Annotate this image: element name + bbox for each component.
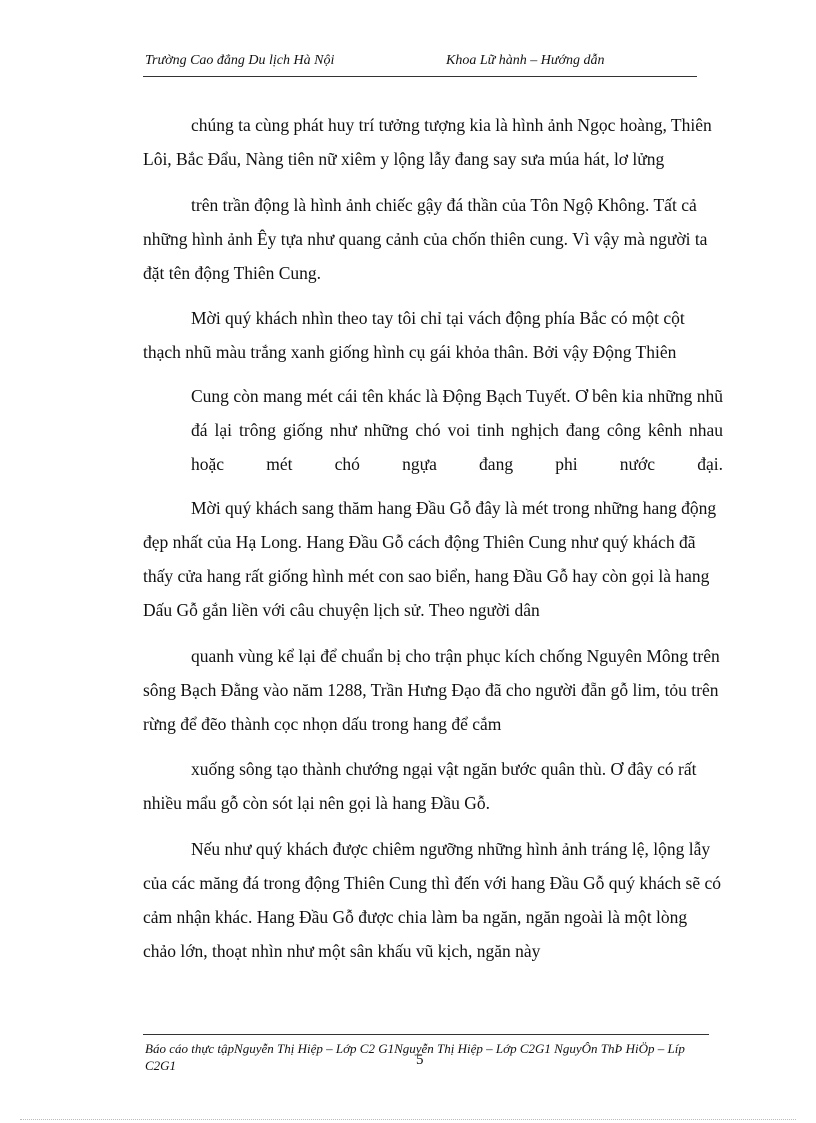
page-number: 5	[416, 1052, 424, 1068]
paragraph-4: Cung còn mang mét cái tên khác là Động Bạch Tuyết. Ơ bên kia những nhũ đá lại trông giống như những chó voi tinh nghịch đang công kênh nhau hoặc mét chó ngựa đang phi nước đại.	[191, 386, 723, 474]
paragraph-3: Mời quý khách nhìn theo tay tôi chỉ tại vách động phía Bắc có một cột thạch nhũ màu trắng xanh giống hình cụ gái khỏa thân. Bởi vậy Động Thiên	[143, 308, 685, 362]
paragraph-7: xuống sông tạo thành chướng ngại vật ngăn bước quân thù. Ơ đây có rất nhiều mẩu gỗ còn sót lại nên gọi là hang Đầu Gỗ.	[143, 759, 697, 813]
paragraph-5: Mời quý khách sang thăm hang Đầu Gỗ đây là mét trong những hang động đẹp nhất của Hạ Long. Hang Đầu Gỗ cách động Thiên Cung như quý khách đã thấy cửa hang rất giống hình mét con sao biển, hang Đầu Gỗ hay còn gọi là hang Dấu Gỗ gắn liền với câu chuyện lịch sử. Theo người dân	[143, 498, 717, 620]
paragraph-8: Nếu như quý khách được chiêm ngưỡng những hình ảnh tráng lệ, lộng lẫy của các măng đá trong động Thiên Cung thì đến với hang Đầu Gỗ quý khách sẽ có cảm nhận khác. Hang Đầu Gỗ được chia làm ba ngăn, ngăn ngoài là một lòng chảo lớn, thoạt nhìn như một sân khấu vũ kịch, ngăn này	[143, 839, 722, 961]
header-divider	[143, 76, 697, 77]
page-header	[143, 50, 697, 74]
page-bottom-border	[20, 1119, 796, 1120]
paragraph-2: trên trần động là hình ảnh chiếc gậy đá thần của Tôn Ngộ Không. Tất cả những hình ảnh Êy tựa như quang cảnh của chốn thiên cung. Vì vậy mà người ta đặt tên động Thiên Cung.	[143, 195, 708, 283]
footer-divider	[143, 1034, 709, 1035]
document-body	[143, 108, 723, 968]
paragraph-1: chúng ta cùng phát huy trí tưởng tượng kia là hình ảnh Ngọc hoàng, Thiên Lôi, Bắc Đẩu, Nàng tiên nữ xiêm y lộng lẫy đang say sưa múa hát, lơ lửng	[143, 115, 712, 169]
page-footer: Báo cáo thực tậpNguyễn Thị Hiệp – Lớp C2 G1Nguyễn Thị Hiệp – Lớp C2G1 NguyÔn ThÞ HiÖp – Líp C2G1	[145, 1041, 685, 1073]
paragraph-6: quanh vùng kể lại để chuẩn bị cho trận phục kích chống Nguyên Mông trên sông Bạch Đằng vào năm 1288, Trần Hưng Đạo đã cho người đẵn gỗ lim, tỏu trên rừng để đẽo thành cọc nhọn dấu trong hang để cắm	[143, 646, 720, 734]
header-department: Khoa Lữ hành – Hướng dẫn	[446, 53, 605, 68]
header-school-name: Trường Cao đẳng Du lịch Hà Nội	[145, 53, 335, 68]
